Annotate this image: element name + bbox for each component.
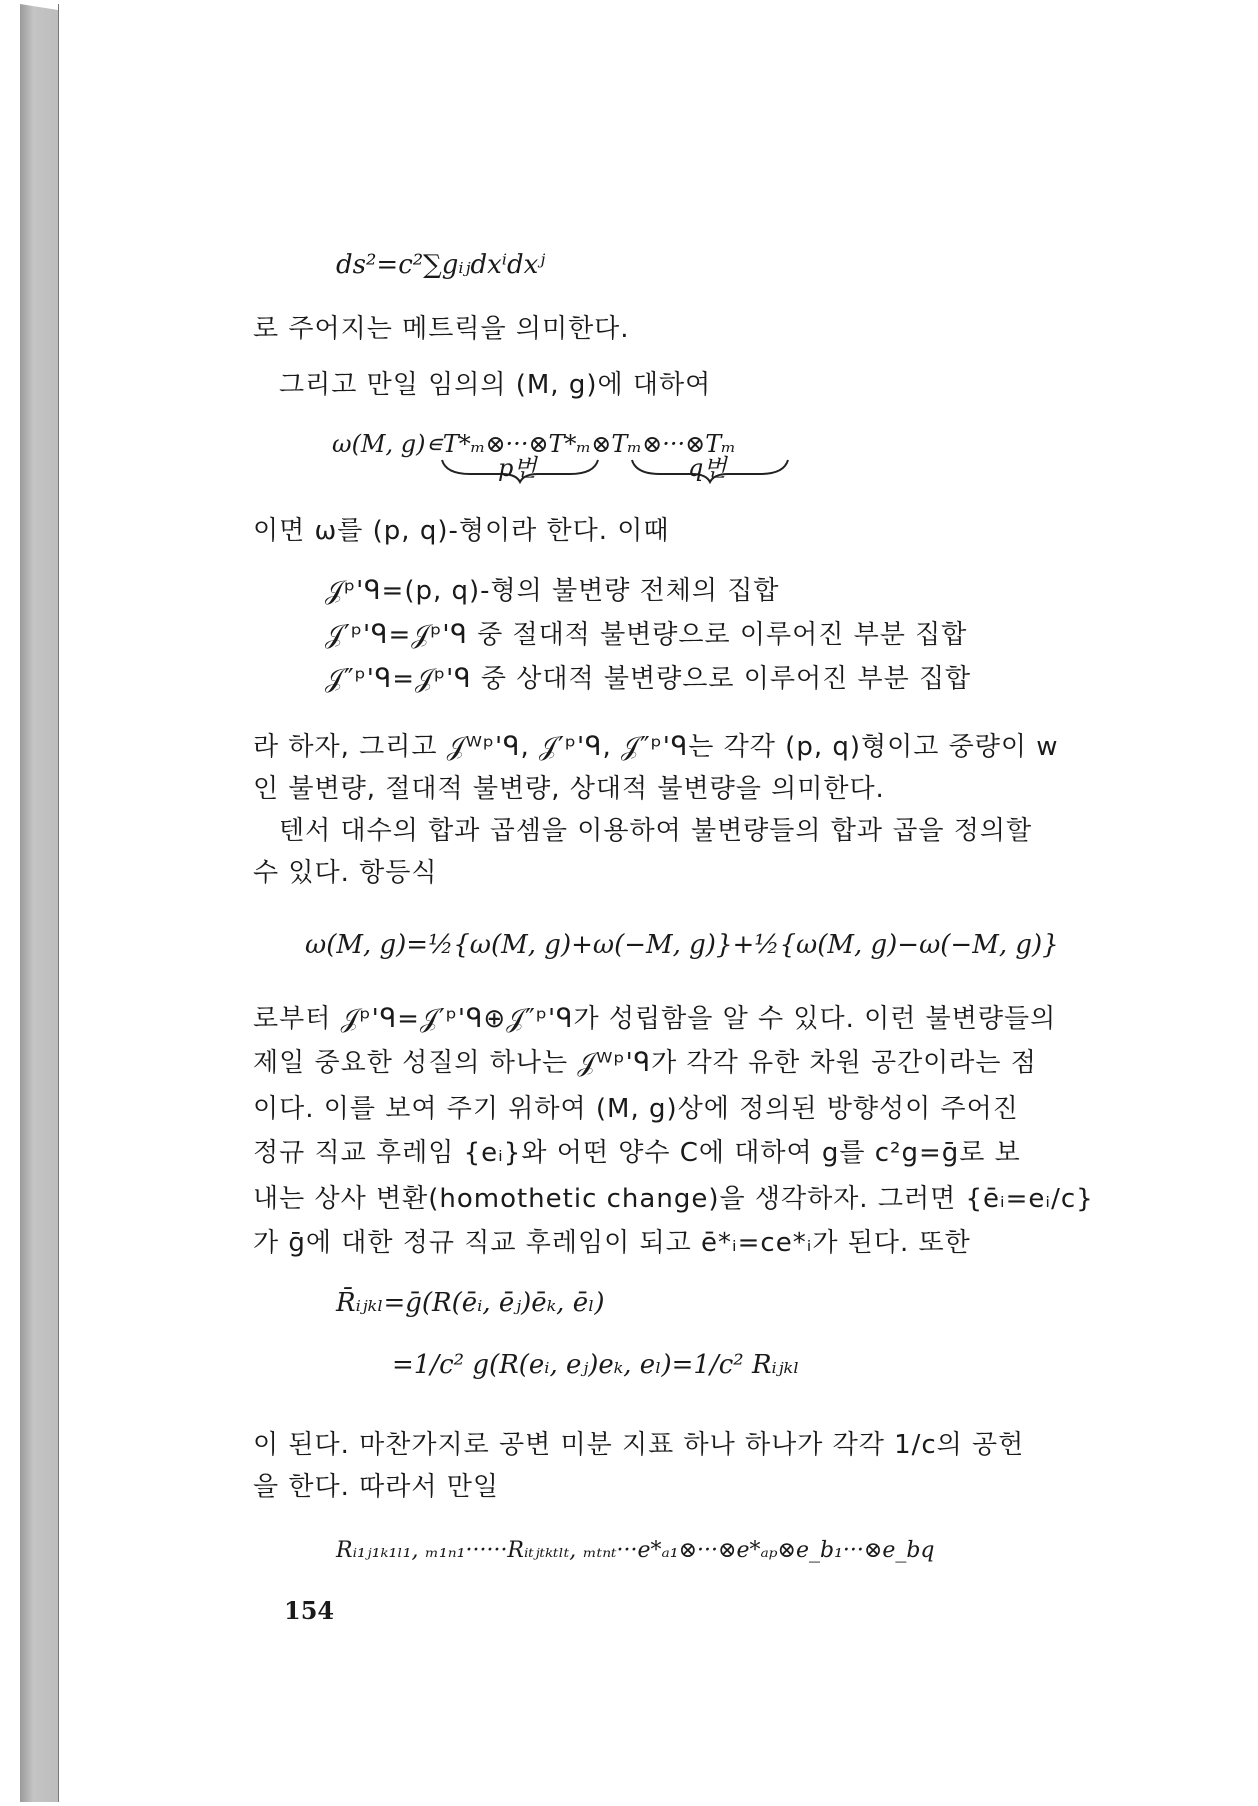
formula-curvature: R̄ᵢⱼₖₗ=ḡ(R(ēᵢ, ēⱼ)ēₖ, ēₗ) (336, 1288, 605, 1318)
text-line: 이면 ω를 (p, q)-형이라 한다. 이때 (253, 516, 670, 546)
brace-label-p: p번 (498, 454, 537, 482)
formula-tensor-expression: Rᵢ₁ⱼ₁ₖ₁ₗ₁, ₘ₁ₙ₁······Rᵢₜⱼₜₖₜₗₜ, ₘₜₙₜ···e*ₐ₁⊗···⊗e*ₐₚ⊗e_b₁···⊗e_bq (336, 1538, 935, 1563)
text-line: 제일 중요한 성질의 하나는 𝒥ᵂᵖ'ᑫ가 각각 유한 차원 공간이라는 점 (253, 1048, 1037, 1078)
book-page-edge (20, 4, 58, 1802)
text-line: 텐서 대수의 합과 곱셈을 이용하여 불변량들의 합과 곱을 정의할 (279, 816, 1033, 846)
text-line: 이 된다. 마찬가지로 공변 미분 지표 하나 하나가 각각 1/c의 공헌 (253, 1430, 1025, 1460)
text-line: 로부터 𝒥ᵖ'ᑫ=𝒥′ᵖ'ᑫ⊕𝒥″ᵖ'ᑫ가 성립함을 알 수 있다. 이런 불변량들의 (253, 1004, 1057, 1034)
definition-line: 𝒥″ᵖ'ᑫ=𝒥ᵖ'ᑫ 중 상대적 불변량으로 이루어진 부분 집합 (325, 664, 972, 694)
text-line: 정규 직교 후레임 {eᵢ}와 어떤 양수 C에 대하여 g를 c²g=ḡ로 보 (253, 1138, 1021, 1168)
formula-tensor-product: ω(M, g)∊T*ₘ⊗···⊗T*ₘ⊗Tₘ⊗···⊗Tₘ (332, 430, 736, 458)
text-line: 을 한다. 따라서 만일 (253, 1472, 499, 1502)
formula-curvature-scaled: =1/c² g(R(eᵢ, eⱼ)eₖ, eₗ)=1/c² Rᵢⱼₖₗ (392, 1350, 800, 1380)
book-page (58, 4, 1258, 1802)
page-number: 154 (284, 1596, 335, 1625)
text-line: 인 불변량, 절대적 불변량, 상대적 불변량을 의미한다. (253, 774, 885, 804)
text-line: 그리고 만일 임의의 (M, g)에 대하여 (279, 370, 712, 400)
formula-metric: ds²=c²∑gᵢⱼdxⁱdxʲ (336, 250, 546, 280)
text-line: 로 주어지는 메트릭을 의미한다. (253, 314, 630, 344)
text-line: 내는 상사 변환(homothetic change)을 생각하자. 그러면 {ēᵢ=eᵢ/c} (253, 1184, 1094, 1214)
text-line: 수 있다. 항등식 (253, 858, 438, 888)
brace-label-q: q번 (688, 454, 727, 482)
definition-line: 𝒥ᵖ'ᑫ=(p, q)-형의 불변량 전체의 집합 (325, 576, 780, 606)
text-line: 가 ḡ에 대한 정규 직교 후레임이 되고 ē*ᵢ=ce*ᵢ가 된다. 또한 (253, 1228, 971, 1258)
definition-line: 𝒥′ᵖ'ᑫ=𝒥ᵖ'ᑫ 중 절대적 불변량으로 이루어진 부분 집합 (325, 620, 968, 650)
formula-decomposition: ω(M, g)=½{ω(M, g)+ω(−M, g)}+½{ω(M, g)−ω(−M, g)} (305, 930, 1059, 960)
text-line: 라 하자, 그리고 𝒥ᵂᵖ'ᑫ, 𝒥′ᵖ'ᑫ, 𝒥″ᵖ'ᑫ는 각각 (p, q)형이고 중량이 w (253, 732, 1059, 762)
text-line: 이다. 이를 보여 주기 위하여 (M, g)상에 정의된 방향성이 주어진 (253, 1094, 1019, 1124)
